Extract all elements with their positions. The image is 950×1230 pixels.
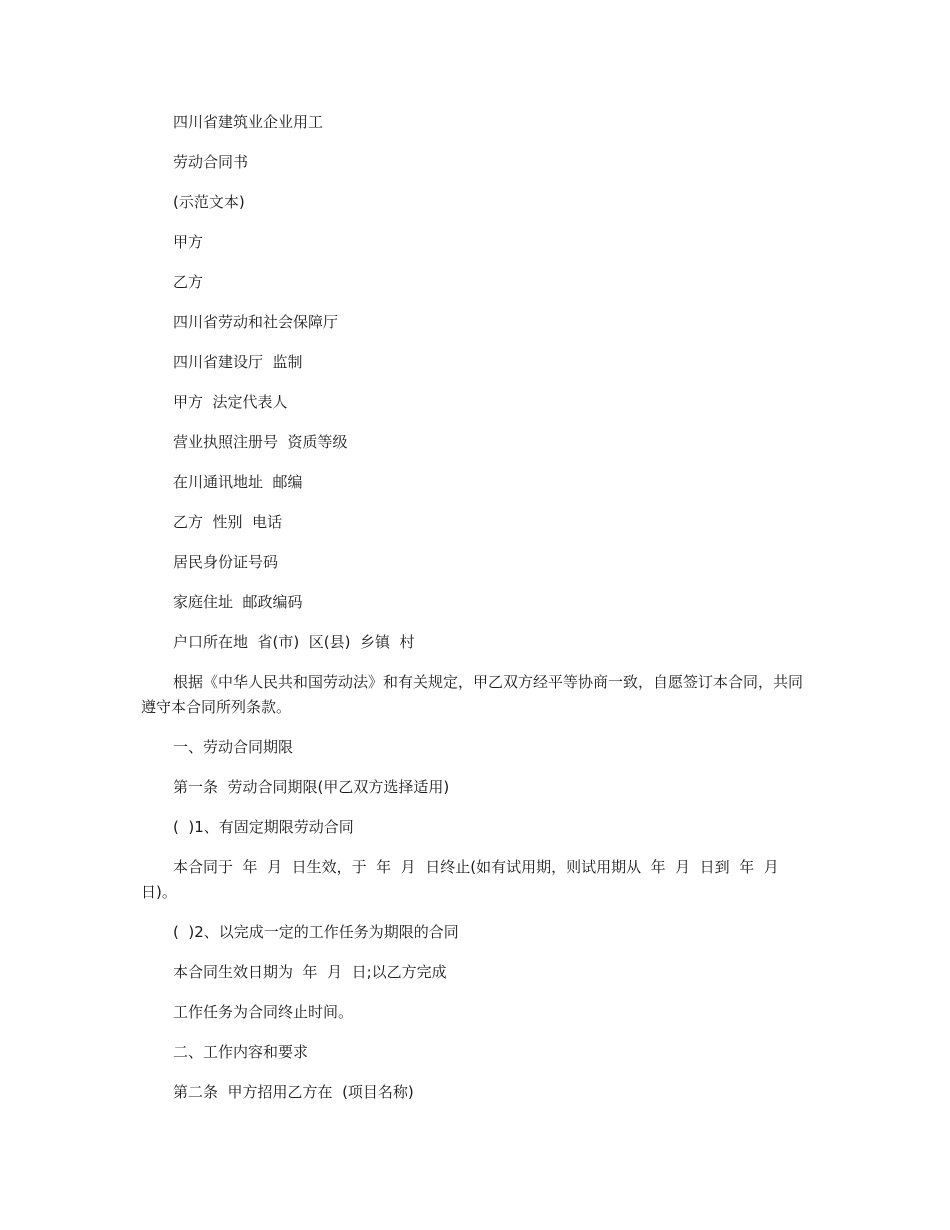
issuer-construction-dept: 四川省建设厅 监制 bbox=[173, 353, 303, 371]
id-number-line: 居民身份证号码 bbox=[173, 553, 279, 571]
party-a-label: 甲方 bbox=[173, 233, 204, 251]
section-heading-1: 一、劳动合同期限 bbox=[173, 738, 294, 756]
business-license-line: 营业执照注册号 资质等级 bbox=[173, 433, 348, 451]
option-1: ( )1、有固定期限劳动合同 bbox=[173, 818, 354, 836]
doc-subtitle: (示范文本) bbox=[173, 193, 245, 211]
option-2-detail: 本合同生效日期为 年 月 日;以乙方完成 bbox=[173, 963, 447, 981]
party-b-info-line: 乙方 性别 电话 bbox=[173, 513, 283, 531]
option-2-detail-cont: 工作任务为合同终止时间。 bbox=[173, 1003, 354, 1021]
party-b-label: 乙方 bbox=[173, 273, 204, 291]
party-a-representative: 甲方 法定代表人 bbox=[173, 393, 288, 411]
document-body bbox=[141, 110, 805, 1120]
doc-title-line1: 四川省建筑业企业用工 bbox=[173, 113, 324, 131]
household-registration-line: 户口所在地 省(市) 区(县) 乡镇 村 bbox=[173, 633, 415, 651]
option-2: ( )2、以完成一定的工作任务为期限的合同 bbox=[173, 923, 459, 941]
option-1-detail: 本合同于 年 月 日生效，于 年 月 日终止(如有试用期，则试用期从 年 月 日到 年 月 日)。 bbox=[141, 858, 789, 901]
address-line: 在川通讯地址 邮编 bbox=[173, 473, 303, 491]
doc-title-line2: 劳动合同书 bbox=[173, 153, 249, 171]
article-2: 第二条 甲方招用乙方在 (项目名称) bbox=[173, 1083, 414, 1101]
article-1: 第一条 劳动合同期限(甲乙双方选择适用) bbox=[173, 778, 450, 796]
issuer-labor-dept: 四川省劳动和社会保障厅 bbox=[173, 313, 339, 331]
section-heading-2: 二、工作内容和要求 bbox=[173, 1043, 309, 1061]
preamble-paragraph: 根据《中华人民共和国劳动法》和有关规定，甲乙双方经平等协商一致，自愿签订本合同，共同遵守本合同所列条款。 bbox=[141, 673, 804, 716]
home-address-line: 家庭住址 邮政编码 bbox=[173, 593, 303, 611]
